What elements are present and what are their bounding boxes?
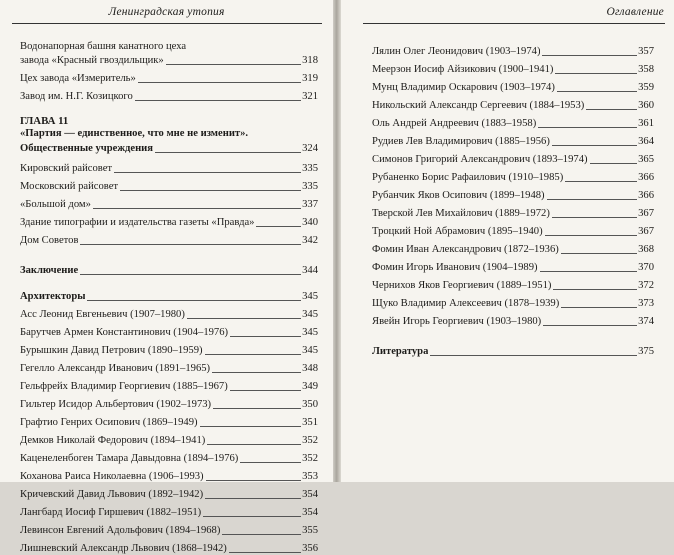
leader-line	[230, 336, 301, 337]
toc-entry-title: Кировский райсовет	[20, 162, 113, 174]
toc-entry-page: 358	[638, 64, 654, 75]
toc-entry-page: 367	[638, 208, 654, 219]
toc-entry-architect	[20, 321, 318, 339]
toc-entry-page: 365	[638, 154, 654, 165]
leader-line	[552, 145, 637, 146]
toc-entry-page: 350	[302, 398, 318, 410]
running-head-right: Оглавление	[606, 6, 664, 18]
toc-entry-title: Лангбард Иосиф Гиршевич (1882–1951)	[20, 506, 202, 518]
toc-entry-architect	[20, 303, 318, 321]
toc-entry-title: Графтио Генрих Осипович (1869–1949)	[20, 416, 198, 428]
toc-entry-page: 318	[302, 55, 318, 67]
leader-line	[586, 109, 637, 110]
toc-entry	[20, 211, 318, 229]
toc-entry-page: 354	[302, 488, 318, 500]
leader-line	[557, 91, 637, 92]
toc-entry-page: 370	[638, 262, 654, 273]
toc-entry-page: 342	[302, 234, 318, 246]
leader-line	[166, 64, 301, 65]
toc-entry-architect	[372, 148, 654, 166]
leader-line	[240, 462, 301, 463]
leader-line	[222, 534, 301, 535]
toc-entry-architect	[20, 447, 318, 465]
toc-entry-page: 367	[638, 226, 654, 237]
toc-entry-page: 354	[302, 506, 318, 518]
toc-entry	[20, 67, 318, 85]
toc-entry-page: 335	[302, 180, 318, 192]
toc-entry-title: Оль Андрей Андреевич (1883–1958)	[372, 118, 537, 129]
toc-entry-page: 372	[638, 280, 654, 291]
toc-entry-architect	[372, 166, 654, 184]
leader-line	[205, 498, 301, 499]
toc-entry-page: 335	[302, 162, 318, 174]
leader-line	[552, 217, 637, 218]
toc-entry-title: Лишневский Александр Львович (1868–1942)	[20, 542, 227, 554]
toc-entry-conclusion	[20, 259, 318, 277]
leader-line	[120, 190, 301, 191]
leader-line	[561, 307, 637, 308]
toc-entry-architect	[20, 537, 318, 555]
toc-entry-title: Гельфрейх Владимир Георгиевич (1885–1967)	[20, 380, 228, 392]
toc-entry-title: Здание типографии и издательства газеты «Правда»	[20, 216, 255, 228]
toc-entry-architect	[372, 256, 654, 274]
toc-entry-architects	[20, 285, 318, 303]
toc-entry	[20, 38, 318, 53]
toc-entry-page: 359	[638, 82, 654, 93]
toc-entry-page: 364	[638, 136, 654, 147]
toc-entry	[20, 193, 318, 211]
leader-line	[547, 199, 638, 200]
toc-entry-page: 357	[638, 46, 654, 57]
leader-line	[155, 152, 301, 153]
toc-entry-page: 348	[302, 362, 318, 374]
leader-line	[590, 163, 638, 164]
leader-line	[203, 516, 301, 517]
leader-line	[256, 226, 301, 227]
leader-line	[93, 208, 301, 209]
leader-line	[540, 271, 638, 272]
leader-line	[555, 73, 637, 74]
toc-entry-title: Фомин Игорь Иванович (1904–1989)	[372, 262, 538, 273]
toc-entry-page: 324	[302, 142, 318, 154]
toc-entry-architect	[20, 375, 318, 393]
toc-entry-architect	[20, 429, 318, 447]
toc-entry-page: 345	[302, 344, 318, 356]
leader-line	[87, 300, 301, 301]
toc-architect-list-right	[372, 40, 654, 328]
toc-entry-title: Цех завода «Измеритель»	[20, 73, 136, 85]
toc-entry	[20, 53, 318, 68]
toc-entry-title: Никольский Александр Сергеевич (1884–1953)	[372, 100, 585, 111]
toc-entry-title: Литература	[372, 346, 429, 357]
toc-entry-title: Левинсон Евгений Адольфович (1894–1968)	[20, 524, 221, 536]
leader-line	[229, 552, 301, 553]
toc-entry-page: 345	[302, 308, 318, 320]
toc-entry-title: Архитекторы	[20, 290, 86, 302]
toc-entry-page: 344	[302, 264, 318, 276]
toc-architect-list-left	[20, 303, 318, 555]
toc-entry-architect	[372, 274, 654, 292]
toc-entry-architect	[372, 112, 654, 130]
toc-entry-title: Явейн Игорь Георгиевич (1903–1980)	[372, 316, 542, 327]
book-gutter	[333, 0, 341, 482]
leader-line	[230, 390, 301, 391]
toc-entry-title: Коханова Раиса Николаевна (1906–1993)	[20, 470, 204, 482]
toc-entry-page: 375	[638, 346, 654, 357]
toc-entry-architect	[372, 202, 654, 220]
leader-line	[205, 354, 302, 355]
toc-entry-architect	[372, 76, 654, 94]
leader-line	[213, 408, 301, 409]
toc-entry-page: 351	[302, 416, 318, 428]
toc-entry-title: Мунц Владимир Оскарович (1903–1974)	[372, 82, 555, 93]
leader-line	[542, 55, 637, 56]
toc-entry-architect	[372, 58, 654, 76]
toc-entry-architect	[372, 220, 654, 238]
toc-entry-page: 366	[638, 172, 654, 183]
toc-entry-title: Московский райсовет	[20, 180, 119, 192]
toc-entry-title: Троцкий Ной Абрамович (1895–1940)	[372, 226, 543, 237]
toc-right	[372, 40, 654, 358]
toc-group-institutions	[20, 157, 318, 247]
toc-entry-architect	[372, 130, 654, 148]
toc-entry-page: 368	[638, 244, 654, 255]
toc-entry-title: Барутчев Армен Константинович (1904–1976)	[20, 326, 229, 338]
toc-group-factories	[20, 38, 318, 103]
toc-entry-title: Заключение	[20, 264, 79, 276]
leader-line	[545, 235, 638, 236]
toc-entry-page: 366	[638, 190, 654, 201]
toc-entry-title: Дом Советов	[20, 234, 79, 246]
toc-entry-architect	[20, 465, 318, 483]
toc-entry-page: 349	[302, 380, 318, 392]
right-page	[341, 0, 674, 482]
toc-entry-page: 319	[302, 73, 318, 85]
toc-entry-page: 361	[638, 118, 654, 129]
leader-line	[200, 426, 302, 427]
toc-entry-page: 356	[302, 542, 318, 554]
toc-entry-architect	[372, 40, 654, 58]
chapter-number: ГЛАВА 11	[20, 115, 69, 128]
toc-entry-title: Щуко Владимир Алексеевич (1878–1939)	[372, 298, 560, 309]
leader-line	[114, 172, 301, 173]
toc-entry-title: Рубаненко Борис Рафаилович (1910–1985)	[372, 172, 564, 183]
toc-entry-title: Бурышкин Давид Петрович (1890–1959)	[20, 344, 203, 356]
toc-entry-title: Чернихов Яков Георгиевич (1889–1951)	[372, 280, 552, 291]
toc-entry-title: Каценеленбоген Тамара Давыдовна (1894–1976)	[20, 452, 239, 464]
toc-entry-title: Гегелло Александр Иванович (1891–1965)	[20, 362, 211, 374]
leader-line	[212, 372, 301, 373]
toc-entry-title: Фомин Иван Александрович (1872–1936)	[372, 244, 559, 255]
toc-entry-title: Кричевский Давид Львович (1892–1942)	[20, 488, 204, 500]
leader-line	[138, 82, 301, 83]
toc-entry-architect	[372, 292, 654, 310]
chapter-title: «Партия — единственное, что мне не изменит».	[20, 128, 249, 140]
toc-entry-title: «Большой дом»	[20, 198, 91, 210]
left-page	[0, 0, 333, 554]
toc-entry	[20, 175, 318, 193]
toc-entry-architect	[20, 519, 318, 537]
toc-entry-page: 340	[302, 216, 318, 228]
toc-entry-architect	[372, 310, 654, 328]
leader-line	[135, 100, 301, 101]
toc-entry-page: 321	[302, 91, 318, 103]
leader-line	[430, 355, 637, 356]
toc-entry-title: Водонапорная башня канатного цеха	[20, 40, 187, 52]
toc-entry-architect	[20, 483, 318, 501]
toc-entry-literature	[372, 340, 654, 358]
leader-line	[561, 253, 637, 254]
toc-entry-architect	[372, 94, 654, 112]
toc-entry-architect	[20, 393, 318, 411]
leader-line	[538, 127, 637, 128]
toc-entry-title: Тверской Лев Михайлович (1889–1972)	[372, 208, 550, 219]
leader-line	[80, 244, 301, 245]
toc-entry-page: 360	[638, 100, 654, 111]
toc-entry	[20, 85, 318, 103]
toc-entry-page: 337	[302, 198, 318, 210]
toc-entry-title: Демков Николай Федорович (1894–1941)	[20, 434, 206, 446]
toc-entry-page: 355	[302, 524, 318, 536]
leader-line	[565, 181, 637, 182]
toc-entry-architect	[372, 238, 654, 256]
leader-line	[187, 318, 301, 319]
toc-entry-page: 352	[302, 434, 318, 446]
toc-entry-title: Симонов Григорий Александрович (1893–1974)	[372, 154, 588, 165]
toc-entry-title: Завод им. Н.Г. Козицкого	[20, 91, 133, 103]
toc-entry-title: Рудиев Лев Владимирович (1885–1956)	[372, 136, 550, 147]
toc-chapter-11	[20, 115, 318, 155]
leader-line	[543, 325, 637, 326]
toc-entry-architect	[20, 357, 318, 375]
toc-entry-architect	[372, 184, 654, 202]
toc-entry-title: Меерзон Иосиф Айзикович (1900–1941)	[372, 64, 554, 75]
toc-entry-page: 345	[302, 326, 318, 338]
header-rule	[12, 23, 322, 24]
toc-entry-title: Асс Леонид Евгеньевич (1907–1980)	[20, 308, 185, 320]
toc-entry-page: 345	[302, 290, 318, 302]
toc-entry	[20, 157, 318, 175]
toc-entry-page: 353	[302, 470, 318, 482]
toc-entry-page: 373	[638, 298, 654, 309]
leader-line	[206, 480, 302, 481]
toc-entry-title: Общественные учреждения	[20, 142, 154, 154]
leader-line	[80, 274, 301, 275]
header-rule	[363, 23, 665, 24]
toc-entry	[20, 229, 318, 247]
leader-line	[553, 289, 637, 290]
toc-entry-title: завода «Красный гвоздильщик»	[20, 55, 164, 67]
toc-entry-page: 352	[302, 452, 318, 464]
running-head-left: Ленинградская утопия	[108, 6, 225, 18]
toc-entry-architect	[20, 501, 318, 519]
toc-entry-page: 374	[638, 316, 654, 327]
toc-entry-architect	[20, 411, 318, 429]
toc-entry-architect	[20, 339, 318, 357]
toc-entry-title: Гильтер Исидор Альбертович (1902–1973)	[20, 398, 212, 410]
toc-entry-title: Рубанчик Яков Осипович (1899–1948)	[372, 190, 545, 201]
leader-line	[207, 444, 301, 445]
toc-entry-chapter-subtitle	[20, 140, 318, 155]
toc-left	[20, 38, 318, 555]
toc-entry-title: Лялин Олег Леонидович (1903–1974)	[372, 46, 541, 57]
